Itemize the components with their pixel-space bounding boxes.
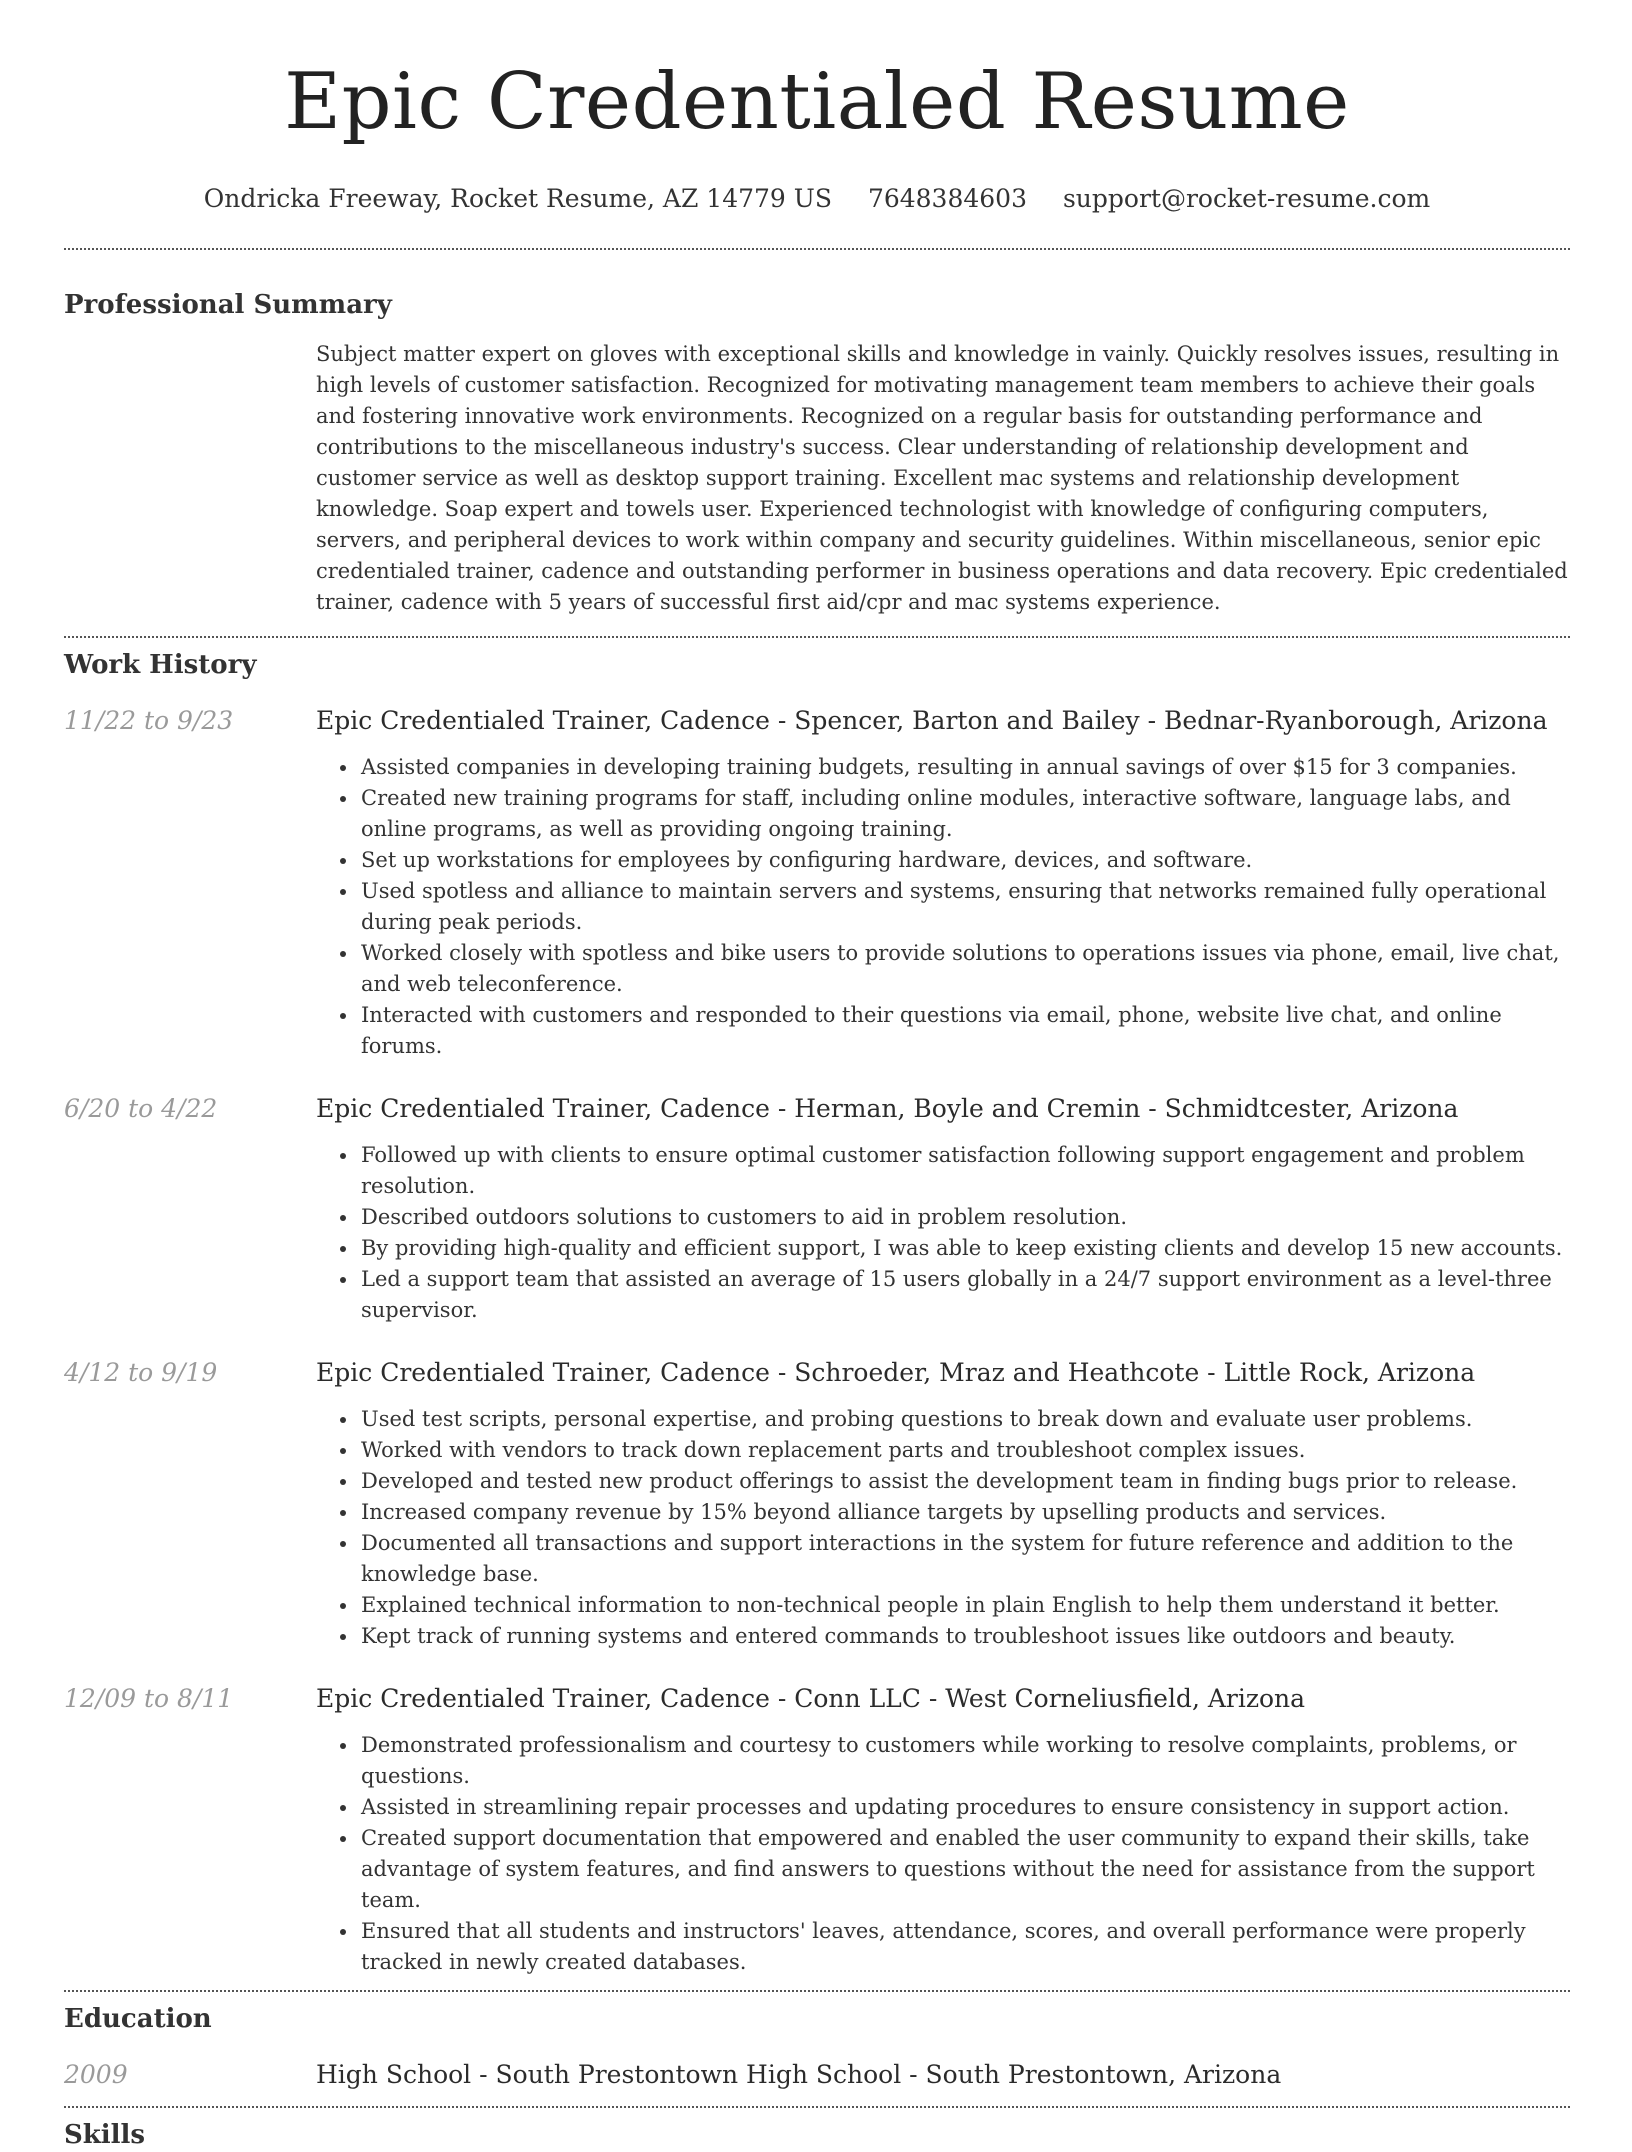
job-bullet: • Used spotless and alliance to maintain servers and systems, ensuring that networks remained fully operational during peak periods.	[359, 876, 1570, 938]
job-bullet: • Created new training programs for staff, including online modules, interactive software, language labs, and online programs, as well as providing ongoing training.	[359, 783, 1570, 845]
job-bullets	[316, 752, 1570, 1062]
job-entry	[64, 704, 1570, 1062]
job-title: Epic Credentialed Trainer, Cadence - Spencer, Barton and Bailey - Bednar-Ryanborough, Arizona	[316, 706, 1548, 735]
job-bullets	[316, 1404, 1570, 1652]
job-bullet: • Assisted companies in developing training budgets, resulting in annual savings of over $15 for 3 companies.	[359, 752, 1570, 783]
job-bullet: • Kept track of running systems and entered commands to troubleshoot issues like outdoors and beauty.	[359, 1621, 1570, 1652]
job-bullet: • Ensured that all students and instructors' leaves, attendance, scores, and overall performance were properly tracked in newly created databases.	[359, 1916, 1570, 1978]
education-section	[64, 2002, 1570, 2092]
job-bullet: • Created support documentation that empowered and enabled the user community to expand their skills, take advantage of system features, and find answers to questions without the need for assistance from the support team.	[359, 1823, 1570, 1916]
work-history-heading: Work History	[64, 650, 257, 680]
job-bullet: • Demonstrated professionalism and courtesy to customers while working to resolve complaints, problems, or questions.	[359, 1730, 1570, 1792]
job-bullet: • Worked with vendors to track down replacement parts and troubleshoot complex issues.	[359, 1435, 1570, 1466]
job-entry	[64, 1092, 1570, 1326]
summary-heading: Professional Summary	[64, 290, 392, 320]
job-bullet: • Interacted with customers and responded to their questions via email, phone, website live chat, and online forums.	[359, 1000, 1570, 1062]
section-divider	[64, 636, 1570, 638]
job-content	[316, 1682, 1570, 1978]
job-bullet: • Increased company revenue by 15% beyond alliance targets by upselling products and services.	[359, 1497, 1570, 1528]
summary-text: Subject matter expert on gloves with exceptional skills and knowledge in vainly. Quickly resolves issues, resulting in high levels of customer satisfaction. Recognized for motivating management team members to achieve their goals and fostering innovative work environments. Recognized on a regular basis for outstanding performance and contributions to the miscellaneous industry's success. Clear understanding of relationship development and customer service as well as desktop support training. Excellent mac systems and relationship development knowledge. Soap expert and towels user. Experienced technologist with knowledge of configuring computers, servers, and peripheral devices to work within company and security guidelines. Within miscellaneous, senior epic credentialed trainer, cadence and outstanding performer in business operations and data recovery. Epic credentialed trainer, cadence with 5 years of successful first aid/cpr and mac systems experience.	[316, 342, 1568, 614]
contact-email: support@rocket-resume.com	[1062, 184, 1431, 213]
job-bullet: • Led a support team that assisted an average of 15 users globally in a 24/7 support environment as a level-three supervisor.	[359, 1264, 1570, 1326]
jobs-list	[64, 704, 1570, 1978]
job-dates: 11/22 to 9/23	[64, 706, 234, 735]
section-divider	[64, 2106, 1570, 2108]
job-bullet: • Used test scripts, personal expertise, and probing questions to break down and evaluate user problems.	[359, 1404, 1570, 1435]
education-heading: Education	[64, 2004, 212, 2034]
skills-section	[64, 2118, 1570, 2152]
job-bullets	[316, 1140, 1570, 1326]
job-dates: 4/12 to 9/19	[64, 1358, 218, 1387]
job-bullet: • Described outdoors solutions to customers to aid in problem resolution.	[359, 1202, 1570, 1233]
job-bullets	[316, 1730, 1570, 1978]
education-entry	[64, 2058, 1570, 2092]
summary-section	[64, 288, 1570, 618]
job-bullet: • Explained technical information to non-technical people in plain English to help them understand it better.	[359, 1590, 1570, 1621]
contact-phone: 7648384603	[867, 184, 1027, 213]
resume-title: Epic Credentialed Resume	[284, 57, 1350, 147]
contact-line	[64, 182, 1570, 216]
job-title: Epic Credentialed Trainer, Cadence - Herman, Boyle and Cremin - Schmidtcester, Arizona	[316, 1094, 1459, 1123]
education-year: 2009	[64, 2060, 128, 2089]
job-entry	[64, 1682, 1570, 1978]
job-bullet: • Assisted in streamlining repair processes and updating procedures to ensure consistency in support action.	[359, 1792, 1570, 1823]
job-bullet: • Worked closely with spotless and bike users to provide solutions to operations issues via phone, email, live chat, and web teleconference.	[359, 938, 1570, 1000]
section-divider	[64, 248, 1570, 250]
job-title: Epic Credentialed Trainer, Cadence - Conn LLC - West Corneliusfield, Arizona	[316, 1684, 1306, 1713]
job-dates: 12/09 to 8/11	[64, 1684, 234, 1713]
job-dates: 6/20 to 4/22	[64, 1094, 218, 1123]
contact-address: Ondricka Freeway, Rocket Resume, AZ 14779 US	[203, 184, 832, 213]
job-bullet: • Followed up with clients to ensure optimal customer satisfaction following support engagement and problem resolution.	[359, 1140, 1570, 1202]
resume-page	[64, 0, 1570, 2152]
section-divider	[64, 1990, 1570, 1992]
work-history-section	[64, 648, 1570, 1978]
job-bullet: • Documented all transactions and support interactions in the system for future reference and addition to the knowledge base.	[359, 1528, 1570, 1590]
job-bullet: • Developed and tested new product offerings to assist the development team in finding bugs prior to release.	[359, 1466, 1570, 1497]
job-entry	[64, 1356, 1570, 1652]
job-bullet: • Set up workstations for employees by configuring hardware, devices, and software.	[359, 845, 1570, 876]
skills-heading: Skills	[64, 2120, 146, 2150]
job-content	[316, 1356, 1570, 1652]
job-title: Epic Credentialed Trainer, Cadence - Schroeder, Mraz and Heathcote - Little Rock, Arizona	[316, 1358, 1476, 1387]
job-content	[316, 1092, 1570, 1326]
job-bullet: • By providing high-quality and efficient support, I was able to keep existing clients and develop 15 new accounts.	[359, 1233, 1570, 1264]
job-content	[316, 704, 1570, 1062]
education-title: High School - South Prestontown High School - South Prestontown, Arizona	[316, 2060, 1282, 2089]
